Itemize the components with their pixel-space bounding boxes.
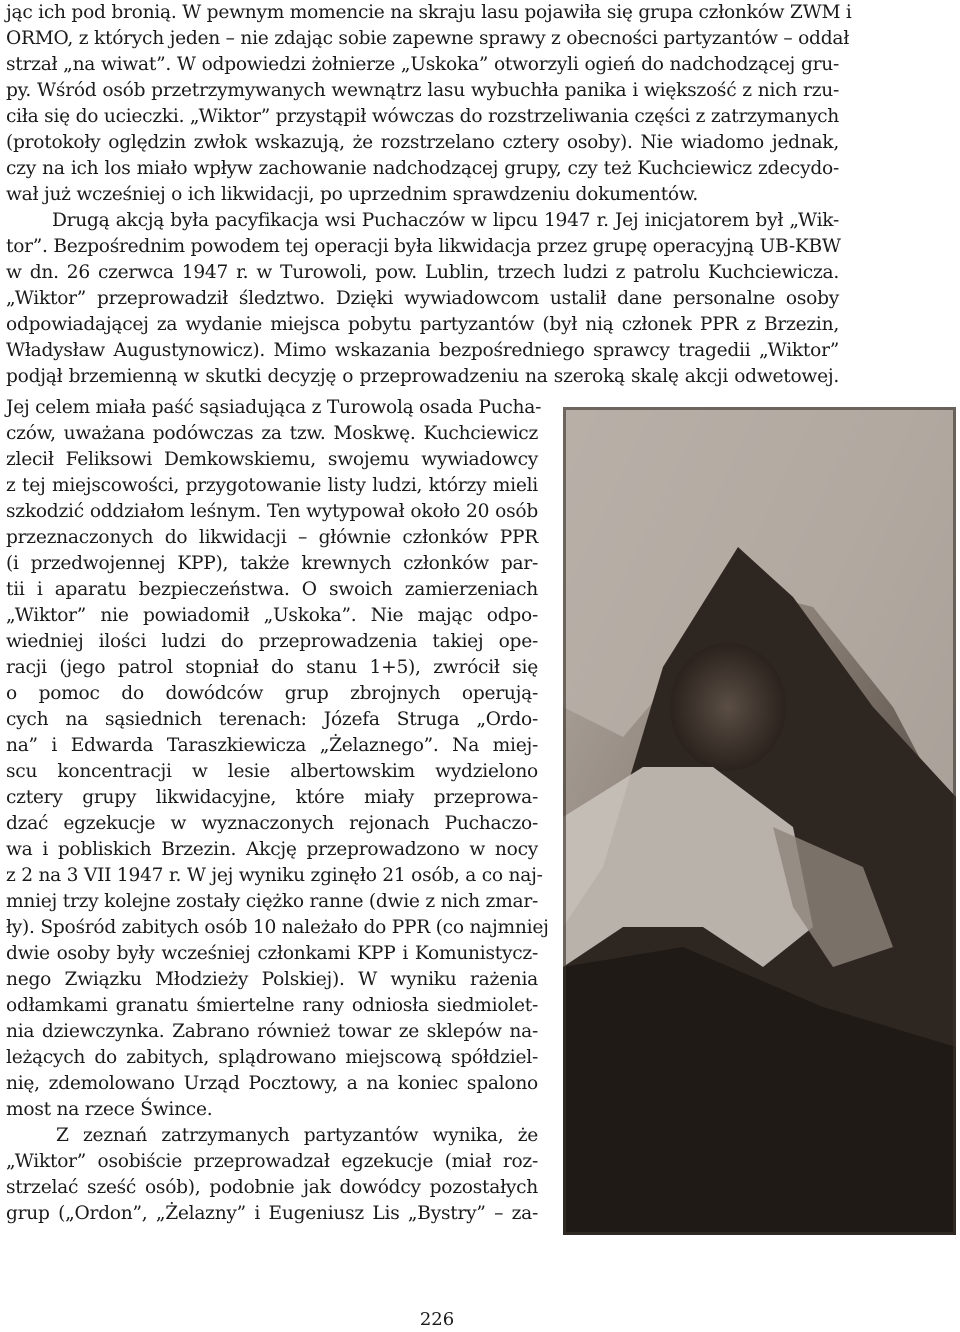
text-line: zlecił Feliksowi Demkowskiemu, swojemu wywiadowcy <box>6 449 538 470</box>
text-line: cztery grupy likwidacyjne, które miały przeprowa- <box>6 787 538 808</box>
text-line: wiedniej ilości ludzi do przeprowadzenia takiej ope- <box>6 631 538 652</box>
text-line: (i przedwojennej KPP), także krewnych członków par- <box>6 553 538 574</box>
text-line: dwie osoby były wcześniej członkami KPP i Komunistycz- <box>6 943 538 964</box>
text-line-last: most na rzece Śwince. <box>6 1099 213 1120</box>
text-line: strzał „na wiwat”. W odpowiedzi żołnierze „Uskoka” otworzyli ogień do nadchodzącej gru- <box>6 54 839 75</box>
archival-photograph <box>563 407 956 1235</box>
text-line: z 2 na 3 VII 1947 r. W jej wyniku zginęło 21 osób, a co naj- <box>6 865 543 886</box>
text-line: ły). Spośród zabitych osób 10 należało do PPR (co najmniej <box>6 917 549 938</box>
text-line: na” i Edwarda Taraszkiewicza „Żelaznego”. Na miej- <box>6 735 538 756</box>
text-line: ORMO, z których jeden – nie zdając sobie zapewne sprawy z obecności partyzantów – oddał <box>6 28 849 49</box>
text-line: z tej miejscowości, przygotowanie listy ludzi, którzy mieli <box>6 475 538 496</box>
text-line: scu koncentracji w lesie albertowskim wydzielono <box>6 761 538 782</box>
text-line: wa i pobliskich Brzezin. Akcję przeprowadzono w nocy <box>6 839 538 860</box>
text-line: leżących do zabitych, splądrowano miejscową spółdziel- <box>6 1047 538 1068</box>
text-line: ciła się do ucieczki. „Wiktor” przystąpił wówczas do rozstrzeliwania części z zatrzymanych <box>6 106 839 127</box>
text-line: racji (jego patrol stopniał do stanu 1+5), zwrócił się <box>6 657 538 678</box>
text-line: odpowiadającej za wydanie miejsca pobytu partyzantów (był nią członek PPR z Brzezin, <box>6 314 839 335</box>
text-line: „Wiktor” nie powiadomił „Uskoka”. Nie mając odpo- <box>6 605 538 626</box>
text-line: tor”. Bezpośrednim powodem tej operacji była likwidacja przez grupę operacyjną UB-KBW <box>6 236 841 257</box>
text-line: w dn. 26 czerwca 1947 r. w Turowoli, pow. Lublin, trzech ludzi z patrolu Kuchciewicza. <box>6 262 839 283</box>
text-line: cych na sąsiednich terenach: Józefa Struga „Ordo- <box>6 709 538 730</box>
page-number: 226 <box>419 1309 455 1330</box>
text-line: nego Związku Młodzieży Polskiej). W wyniku rażenia <box>6 969 538 990</box>
text-line: czy na ich los miało wpływ zachowanie nadchodzącej grupy, czy też Kuchciewicz zdecydo- <box>6 158 839 179</box>
photograph-image <box>563 407 956 1235</box>
text-line: przeznaczonych do likwidacji – głównie członków PPR <box>6 527 538 548</box>
text-line: Jej celem miała paść sąsiadująca z Turowolą osada Pucha- <box>6 397 542 418</box>
text-line: nię, zdemolowano Urząd Pocztowy, a na koniec spalono <box>6 1073 538 1094</box>
text-line: grup („Ordon”, „Żelazny” i Eugeniusz Lis „Bystry” – za- <box>6 1203 538 1224</box>
text-line: „Wiktor” osobiście przeprowadzał egzekucje (miał roz- <box>6 1151 538 1172</box>
text-line: podjął brzemienną w skutki decyzję o przeprowadzeniu na szeroką skalę akcji odwetowej. <box>6 366 839 387</box>
text-line: Władysław Augustynowicz). Mimo wskazania bezpośredniego sprawcy tragedii „Wiktor” <box>6 340 839 361</box>
text-line: strzelać sześć osób), podobnie jak dowódcy pozostałych <box>6 1177 538 1198</box>
text-line: odłamkami granatu śmiertelne rany odniosła siedmiolet- <box>6 995 538 1016</box>
text-line: o pomoc do dowódców grup zbrojnych operują- <box>6 683 538 704</box>
text-line: szkodzić oddziałom leśnym. Ten wytypował około 20 osób <box>6 501 538 522</box>
text-line-last: wał już wcześniej o ich likwidacji, po uprzednim sprawdzeniu dokumentów. <box>6 184 698 205</box>
text-line: dzać egzekucje w wyznaczonych rejonach Puchaczo- <box>6 813 538 834</box>
text-line: „Wiktor” przeprowadził śledztwo. Dzięki wywiadowcom ustalił dane personalne osoby <box>6 288 839 309</box>
text-line: nia dziewczynka. Zabrano również towar ze sklepów na- <box>6 1021 538 1042</box>
text-line: czów, uważana podówczas za tzw. Moskwę. Kuchciewicz <box>6 423 538 444</box>
text-line: py. Wśród osób przetrzymywanych wewnątrz lasu wybuchła panika i większość z nich rzu- <box>6 80 839 101</box>
text-line-indent: Z zeznań zatrzymanych partyzantów wynika, że <box>56 1125 538 1146</box>
text-line-indent: Drugą akcją była pacyfikacja wsi Puchaczów w lipcu 1947 r. Jej inicjatorem był „Wik- <box>52 210 839 231</box>
text-line: mniej trzy kolejne zostały ciężko ranne (dwie z nich zmar- <box>6 891 538 912</box>
text-line: tii i aparatu bezpieczeństwa. O swoich zamierzeniach <box>6 579 538 600</box>
text-line: (protokoły oględzin zwłok wskazują, że rozstrzelano cztery osoby). Nie wiadomo jednak, <box>6 132 839 153</box>
text-line: jąc ich pod bronią. W pewnym momencie na skraju lasu pojawiła się grupa członków ZWM i <box>6 2 852 23</box>
